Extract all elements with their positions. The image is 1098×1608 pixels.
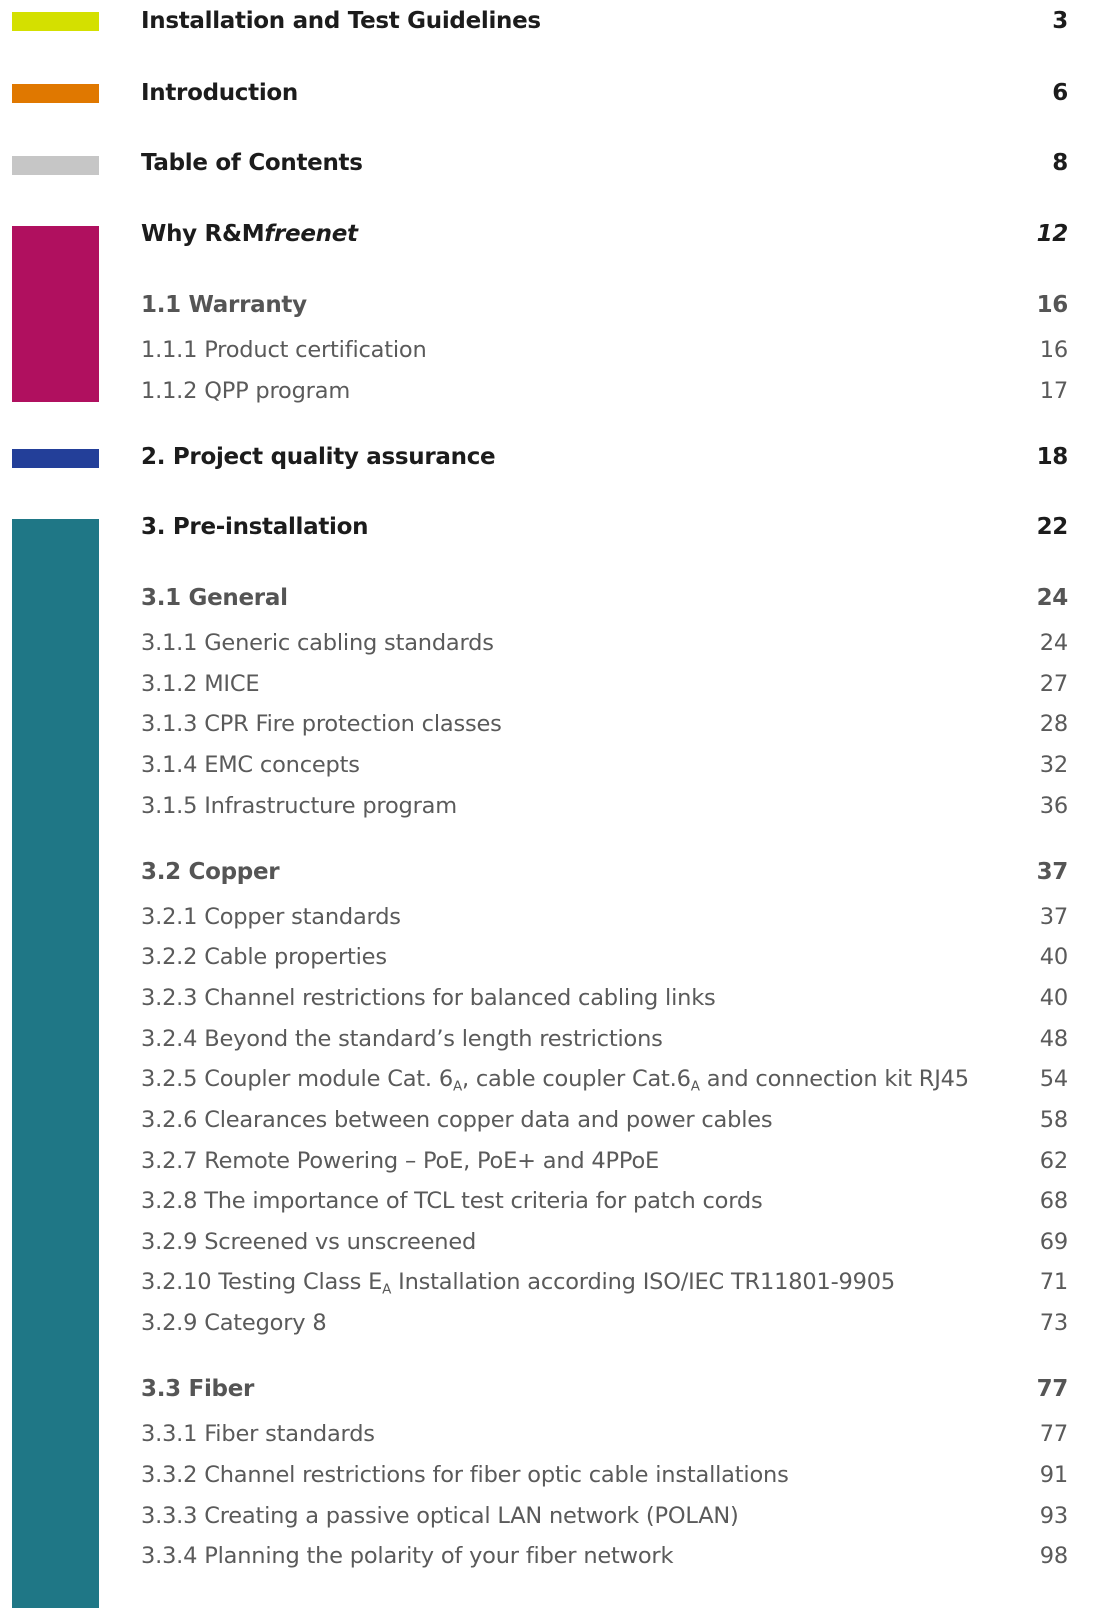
toc-entry-fiber-standards[interactable]: [141, 1421, 1068, 1447]
toc-entry-copper[interactable]: [141, 859, 1068, 885]
toc-entry-installation[interactable]: [141, 8, 1068, 34]
entry-page: 16: [1039, 337, 1068, 363]
toc-entry-tcl-test-criteria[interactable]: [141, 1188, 1068, 1214]
entry-page: 73: [1039, 1310, 1068, 1336]
toc-entry-polarity-planning[interactable]: [141, 1543, 1068, 1569]
entry-page: 37: [1039, 904, 1068, 930]
subscript: A: [452, 1078, 462, 1095]
color-bar-why: [12, 226, 99, 402]
entry-page: 22: [1036, 514, 1068, 540]
toc-entry-qpp-program[interactable]: [141, 378, 1068, 404]
toc-entry-cpr-fire-protection[interactable]: [141, 711, 1068, 737]
entry-label: 3.2.7 Remote Powering – PoE, PoE+ and 4PPoE: [141, 1148, 660, 1174]
entry-label: 3.1.1 Generic cabling standards: [141, 630, 494, 656]
entry-page: 16: [1036, 292, 1068, 318]
color-bar-introduction: [12, 84, 99, 103]
entry-label-part: 3.2.5 Coupler module Cat. 6: [141, 1066, 453, 1092]
toc-entry-copper-standards[interactable]: [141, 904, 1068, 930]
color-bar-quality: [12, 449, 99, 468]
entry-label: 3.2.8 The importance of TCL test criteria for patch cords: [141, 1188, 763, 1214]
entry-label-part: and connection kit RJ45: [699, 1066, 969, 1092]
entry-label: 1.1.1 Product certification: [141, 337, 427, 363]
entry-page: 58: [1039, 1107, 1068, 1133]
toc-entry-introduction[interactable]: [141, 80, 1068, 106]
toc-entry-pre-installation[interactable]: [141, 514, 1068, 540]
entry-page: 93: [1039, 1503, 1068, 1529]
entry-page: 3: [1052, 8, 1068, 34]
entry-label: 3.1.5 Infrastructure program: [141, 793, 457, 819]
toc-entry-project-quality-assurance[interactable]: [141, 444, 1068, 470]
entry-page: 36: [1039, 793, 1068, 819]
entry-page: 8: [1052, 150, 1068, 176]
entry-page: 40: [1039, 985, 1068, 1011]
entry-page: 28: [1039, 711, 1068, 737]
entry-label: [141, 1269, 895, 1298]
entry-label: Table of Contents: [141, 150, 363, 176]
entry-page: 69: [1039, 1229, 1068, 1255]
subscript: A: [382, 1281, 392, 1298]
entry-page: 6: [1052, 80, 1068, 106]
entry-label: 3. Pre-installation: [141, 514, 369, 540]
toc-entry-table-of-contents[interactable]: [141, 150, 1068, 176]
entry-label: 3.2 Copper: [141, 859, 280, 885]
entry-label: 3.3.4 Planning the polarity of your fiber network: [141, 1543, 674, 1569]
toc-entry-general[interactable]: [141, 585, 1068, 611]
color-bar-toc: [12, 156, 99, 175]
entry-page: 62: [1039, 1148, 1068, 1174]
toc-entry-mice[interactable]: [141, 671, 1068, 697]
toc-entry-fiber[interactable]: [141, 1376, 1068, 1402]
entry-page: 27: [1039, 671, 1068, 697]
toc-entry-why-rm-freenet[interactable]: [141, 221, 1068, 247]
entry-label-main: Why R&M: [141, 221, 265, 247]
toc-entry-clearances[interactable]: [141, 1107, 1068, 1133]
toc-entry-category-8[interactable]: [141, 1310, 1068, 1336]
entry-label: 3.1.4 EMC concepts: [141, 752, 360, 778]
toc-entry-generic-cabling-standards[interactable]: [141, 630, 1068, 656]
toc-entry-coupler-module[interactable]: [141, 1066, 1068, 1095]
entry-page: 77: [1036, 1376, 1068, 1402]
entry-label-brand: freenet: [264, 221, 358, 247]
toc-entry-warranty[interactable]: [141, 292, 1068, 318]
entry-label: 3.3.2 Channel restrictions for fiber optic cable installations: [141, 1462, 789, 1488]
entry-page: 24: [1039, 630, 1068, 656]
entry-label: 1.1 Warranty: [141, 292, 307, 318]
entry-page: 40: [1039, 944, 1068, 970]
toc-entry-emc-concepts[interactable]: [141, 752, 1068, 778]
entry-label: 3.2.3 Channel restrictions for balanced cabling links: [141, 985, 716, 1011]
entry-label: 3.2.9 Category 8: [141, 1310, 327, 1336]
entry-label-part: , cable coupler Cat.6: [461, 1066, 691, 1092]
entry-page: 24: [1036, 585, 1068, 611]
entry-page: 71: [1039, 1269, 1068, 1295]
entry-label: 3.3 Fiber: [141, 1376, 255, 1402]
toc-entry-beyond-length-restrictions[interactable]: [141, 1026, 1068, 1052]
toc-entry-infrastructure-program[interactable]: [141, 793, 1068, 819]
entry-label: 3.2.6 Clearances between copper data and power cables: [141, 1107, 773, 1133]
entry-label: [141, 221, 358, 247]
entry-label: 3.3.1 Fiber standards: [141, 1421, 375, 1447]
entry-page: 37: [1036, 859, 1068, 885]
entry-label: 3.1.3 CPR Fire protection classes: [141, 711, 502, 737]
entry-label-part: Installation according ISO/IEC TR11801-9905: [391, 1269, 895, 1295]
entry-label: 3.2.9 Screened vs unscreened: [141, 1229, 477, 1255]
color-bar-installation: [12, 12, 99, 31]
toc-entry-product-certification[interactable]: [141, 337, 1068, 363]
entry-label-part: 3.2.10 Testing Class E: [141, 1269, 383, 1295]
entry-label: 3.2.2 Cable properties: [141, 944, 387, 970]
entry-label: 3.1.2 MICE: [141, 671, 260, 697]
entry-label: 3.2.4 Beyond the standard’s length restrictions: [141, 1026, 663, 1052]
entry-page: 48: [1039, 1026, 1068, 1052]
toc-entry-channel-restrictions-balanced[interactable]: [141, 985, 1068, 1011]
toc-entry-remote-powering[interactable]: [141, 1148, 1068, 1174]
toc-entry-testing-class-ea[interactable]: [141, 1269, 1068, 1298]
entry-page: 54: [1039, 1066, 1068, 1092]
entry-page: 18: [1036, 444, 1068, 470]
toc-entry-cable-properties[interactable]: [141, 944, 1068, 970]
entry-label: 3.1 General: [141, 585, 288, 611]
entry-label: Introduction: [141, 80, 298, 106]
entry-page: 17: [1039, 378, 1068, 404]
entry-page: 91: [1039, 1462, 1068, 1488]
entry-page: 68: [1039, 1188, 1068, 1214]
entry-label: [141, 1066, 969, 1095]
entry-label: 3.3.3 Creating a passive optical LAN network (POLAN): [141, 1503, 739, 1529]
color-bar-preinstall: [12, 519, 99, 1608]
toc-entry-polan[interactable]: [141, 1503, 1068, 1529]
entry-label: 3.2.1 Copper standards: [141, 904, 401, 930]
entry-page: 77: [1039, 1421, 1068, 1447]
subscript: A: [690, 1078, 700, 1095]
entry-page: 32: [1039, 752, 1068, 778]
toc-entry-channel-restrictions-fiber[interactable]: [141, 1462, 1068, 1488]
entry-page: 12: [1036, 221, 1068, 247]
entry-page: 98: [1039, 1543, 1068, 1569]
entry-label: 2. Project quality assurance: [141, 444, 496, 470]
toc-entry-screened-vs-unscreened[interactable]: [141, 1229, 1068, 1255]
entry-label: 1.1.2 QPP program: [141, 378, 351, 404]
entry-label: Installation and Test Guidelines: [141, 8, 541, 34]
